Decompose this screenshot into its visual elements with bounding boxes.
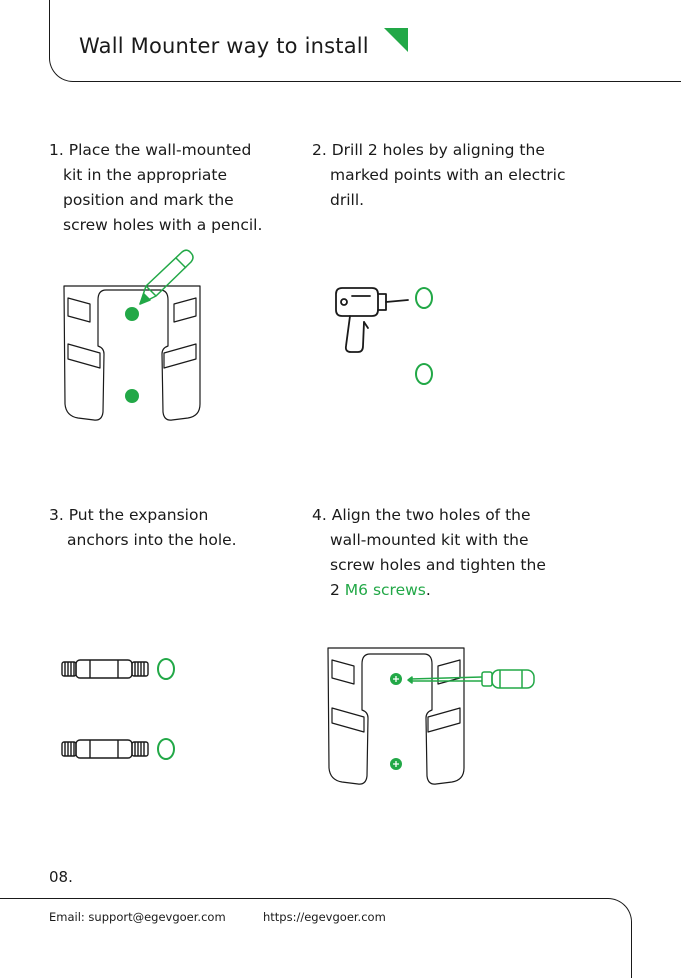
screwdriver-icon	[408, 670, 534, 688]
title-accent-icon	[384, 28, 408, 52]
hole-marker	[416, 288, 432, 308]
hole-marker	[158, 739, 174, 759]
mark-dot	[125, 307, 139, 321]
footer-email: Email: support@egevgoer.com	[49, 910, 226, 924]
step-2-illustration	[328, 282, 438, 390]
step-1-text: 1. Place the wall-mounted kit in the appropriate position and mark the screw holes with a pencil.	[49, 141, 263, 234]
highlight-m6-screws: M6 screws	[344, 581, 426, 599]
step-4-text: 4. Align the two holes of the wall-mounted kit with the screw holes and tighten the 2 M6 screws.	[312, 506, 546, 599]
footer-url: https://egevgoer.com	[263, 910, 386, 924]
expansion-anchor-icon	[62, 660, 148, 678]
page-title: Wall Mounter way to install	[79, 34, 369, 58]
drill-icon	[336, 288, 408, 352]
hole-marker	[416, 364, 432, 384]
step-3-text: 3. Put the expansion anchors into the hole.	[49, 506, 237, 549]
screw-head-icon	[390, 758, 402, 770]
pencil-icon	[140, 250, 193, 304]
step-3-illustration	[60, 652, 184, 768]
expansion-anchor-icon	[62, 740, 148, 758]
mark-dot	[125, 389, 139, 403]
step-2-text: 2. Drill 2 holes by aligning the marked points with an electric drill.	[312, 141, 566, 209]
step-4-illustration	[324, 644, 544, 794]
hole-marker	[158, 659, 174, 679]
page-number: 08.	[49, 868, 73, 886]
step-1-illustration	[60, 244, 210, 430]
screw-head-icon	[390, 673, 402, 685]
